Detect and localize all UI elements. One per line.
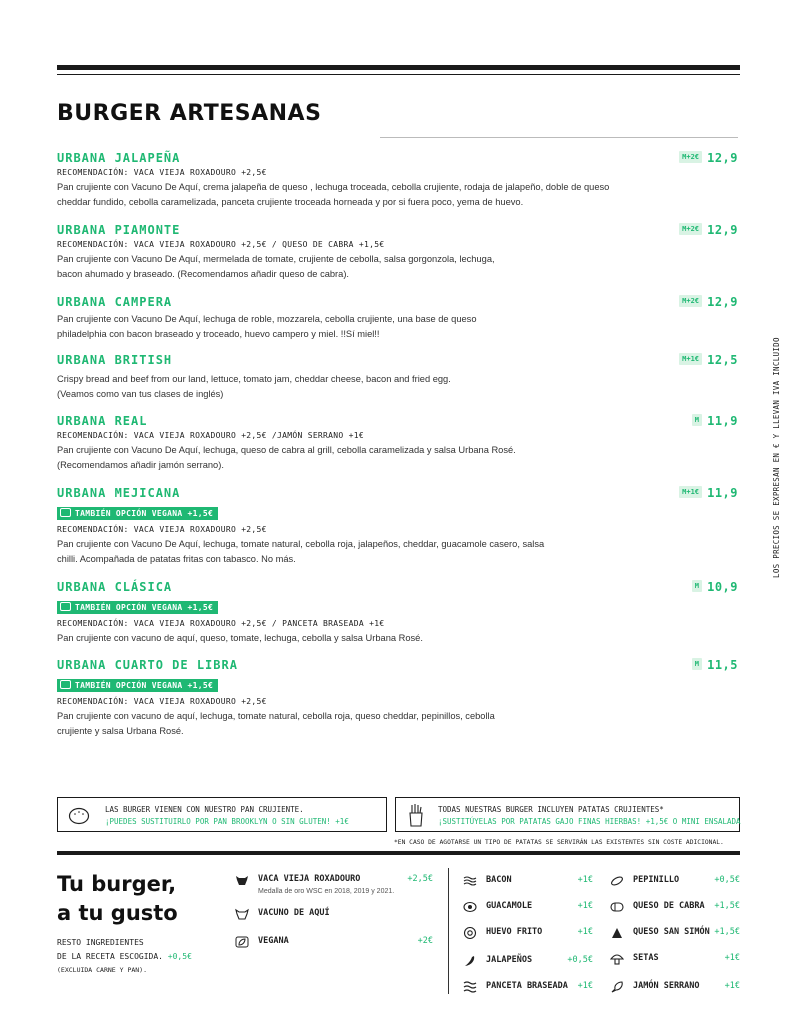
extra-option [463, 925, 593, 941]
bread-info-box [57, 797, 387, 832]
title-rule [380, 137, 738, 138]
leaf-icon [235, 936, 249, 948]
menu-item [57, 222, 740, 282]
extra-label: HUEVO FRITO [486, 927, 543, 937]
extra-price: +1€ [724, 953, 740, 963]
extra-label: QUESO DE CABRA [633, 901, 705, 911]
meat-label: VEGANA [258, 936, 289, 946]
extra-option [610, 873, 740, 889]
item-price: 11,5 [707, 658, 738, 672]
avocado-icon [463, 901, 477, 913]
bottom-bar [57, 851, 740, 855]
item-recommendation: RECOMENDACIÓN: VACA VIEJA ROXADOURO +2,5€ / QUESO DE CABRA +1,5€ [57, 240, 385, 249]
column-divider [448, 868, 449, 994]
rest-ingredients-line1: RESTO INGREDIENTES [57, 938, 144, 947]
item-name: URBANA JALAPEÑA [57, 151, 181, 165]
meat-label: VACA VIEJA ROXADOURO [258, 874, 361, 884]
extra-label: JALAPEÑOS [486, 955, 533, 965]
extra-price: +0,5€ [714, 875, 740, 885]
item-price: 11,9 [707, 486, 738, 500]
egg-icon [463, 927, 477, 939]
meat-price: +2,5€ [407, 874, 433, 884]
custom-title-line2: a tu gusto [57, 901, 178, 925]
item-description: Pan crujiente con vacuno de aquí, queso, tomate, lechuga, cebolla y salsa Urbana Rosé. [57, 633, 423, 643]
item-description: Pan crujiente con Vacuno De Aquí, lechuga, queso de cabra al grill, cebolla caramelizada y salsa Urbana Rosé. (Recomendamos añadir jamón serrano). [57, 445, 516, 470]
item-price: 11,9 [707, 414, 738, 428]
extra-option [610, 925, 740, 941]
item-price: 12,9 [707, 151, 738, 165]
extra-label: QUESO SAN SIMÓN [633, 927, 710, 937]
rest-ingredients-note: (EXCLUIDA CARNE Y PAN). [57, 966, 148, 974]
rest-ingredients-text: DE LA RECETA ESCOGIDA. [57, 952, 163, 961]
item-description: Pan crujiente con Vacuno De Aquí, lechuga, tomate natural, cebolla roja, jalapeños, cheddar, guacamole casero, salsa chilli. Acompañada de patatas fritas con tabasco. No más. [57, 539, 545, 564]
bread-info-line1: LAS BURGER VIENEN CON NUESTRO PAN CRUJIENTE. [105, 805, 304, 814]
menu-item [57, 413, 740, 473]
extra-price: +1,5€ [714, 927, 740, 937]
vegan-option-label: TAMBIÉN OPCIÓN VEGANA +1,5€ [75, 681, 214, 690]
size-badge: M+2€ [679, 223, 702, 235]
bacon-icon [463, 875, 477, 887]
pickle-icon [610, 875, 624, 887]
extra-option [610, 979, 740, 995]
item-price: 12,9 [707, 295, 738, 309]
vegan-option-label: TAMBIÉN OPCIÓN VEGANA +1,5€ [75, 603, 214, 612]
cow-head-icon [235, 874, 249, 886]
size-badge: M+1€ [679, 486, 702, 498]
item-recommendation: RECOMENDACIÓN: VACA VIEJA ROXADOURO +2,5€ [57, 525, 267, 534]
extra-price: +1€ [577, 875, 593, 885]
extra-label: PEPINILLO [633, 875, 680, 885]
item-description: Pan crujiente con Vacuno De Aquí, mermelada de tomate, crujiente de cebolla, salsa gorgonzola, lechuga, bacon ahumado y braseado. (Recomendamos añadir queso de cabra). [57, 254, 495, 279]
bull-head-icon [235, 908, 249, 920]
menu-item [57, 579, 740, 646]
item-price: 10,9 [707, 580, 738, 594]
fries-icon [408, 803, 424, 827]
extra-option [463, 953, 593, 969]
ham-icon [610, 981, 624, 993]
extra-option [610, 951, 740, 967]
fries-info-line1: TODAS NUESTRAS BURGER INCLUYEN PATATAS CRUJIENTES* [438, 805, 664, 814]
vegan-option-tag [57, 507, 218, 520]
goat-cheese-icon [610, 901, 624, 913]
item-name: URBANA MEJICANA [57, 486, 181, 500]
item-price: 12,5 [707, 353, 738, 367]
item-description: Pan crujiente con Vacuno De Aquí, lechuga de roble, mozzarela, cebolla crujiente, una base de queso philadelphia con bacon braseado y troceado, huevo campero y miel. !!Sí miel!! [57, 314, 477, 339]
custom-title-line1: Tu burger, [57, 872, 177, 896]
extra-option [463, 979, 593, 995]
vegan-icon [60, 680, 71, 689]
menu-item [57, 657, 740, 739]
fries-info-line2: ¡SUSTITÚYELAS POR PATATAS GAJO FINAS HIERBAS! +1,5€ O MINI ENSALADA [438, 817, 741, 826]
extra-option [610, 899, 740, 915]
meat-option [235, 872, 433, 895]
item-name: URBANA REAL [57, 414, 148, 428]
fries-info-box [395, 797, 740, 832]
bread-info-line2: ¡PUEDES SUSTITUIRLO POR PAN BROOKLYN O SIN GLUTEN! +1€ [105, 817, 349, 826]
menu-item [57, 485, 740, 567]
item-recommendation: RECOMENDACIÓN: VACA VIEJA ROXADOURO +2,5€ /JAMÓN SERRANO +1€ [57, 431, 364, 440]
menu-item [57, 294, 740, 342]
vegan-option-label: TAMBIÉN OPCIÓN VEGANA +1,5€ [75, 509, 214, 518]
extra-label: JAMÓN SERRANO [633, 981, 700, 991]
item-recommendation: RECOMENDACIÓN: VACA VIEJA ROXADOURO +2,5€ [57, 168, 267, 177]
extra-price: +1€ [577, 981, 593, 991]
item-description: Crispy bread and beef from our land, lettuce, tomato jam, cheddar cheese, bacon and fried egg. (Veamos como van tus clases de inglés) [57, 374, 451, 399]
extra-label: BACON [486, 875, 512, 885]
item-recommendation: RECOMENDACIÓN: VACA VIEJA ROXADOURO +2,5€ / PANCETA BRASEADA +1€ [57, 619, 385, 628]
pancetta-icon [463, 981, 477, 993]
extra-price: +1€ [577, 901, 593, 911]
fries-footnote: *EN CASO DE AGOTARSE UN TIPO DE PATATAS SE SERVIRÁN LAS EXISTENTES SIN COSTE ADICIONAL. [394, 839, 724, 846]
item-name: URBANA CLÁSICA [57, 580, 173, 594]
item-name: URBANA PIAMONTE [57, 223, 181, 237]
item-price: 12,9 [707, 223, 738, 237]
vegan-option-tag [57, 601, 218, 614]
section-title: BURGER ARTESANAS [57, 101, 322, 126]
menu-item [57, 352, 740, 402]
vegan-option-tag [57, 679, 218, 692]
cheese-wedge-icon [610, 927, 624, 939]
item-name: URBANA BRITISH [57, 353, 173, 367]
top-line [57, 74, 740, 75]
item-description: Pan crujiente con vacuno de aquí, lechuga, tomate natural, cebolla roja, queso cheddar, pepinillos, cebolla crujiente y salsa Urbana Rosé. [57, 711, 495, 736]
bread-icon [68, 805, 90, 825]
extra-label: GUACAMOLE [486, 901, 533, 911]
top-bar [57, 65, 740, 70]
size-badge: M+1€ [679, 353, 702, 365]
extra-label: PANCETA BRASEADA [486, 981, 568, 991]
size-badge: M+2€ [679, 151, 702, 163]
meat-price: +2€ [417, 936, 433, 946]
size-badge: M [692, 414, 702, 426]
size-badge: M [692, 580, 702, 592]
size-badge: M [692, 658, 702, 670]
item-name: URBANA CUARTO DE LIBRA [57, 658, 238, 672]
item-recommendation: RECOMENDACIÓN: VACA VIEJA ROXADOURO +2,5€ [57, 697, 267, 706]
rest-ingredients-line2 [57, 952, 192, 961]
prices-note: LOS PRECIOS SE EXPRESAN EN € Y LLEVAN IVA INCLUIDO [772, 337, 781, 578]
extra-label: SETAS [633, 953, 659, 963]
chili-icon [463, 955, 477, 967]
meat-label: VACUNO DE AQUÍ [258, 908, 330, 918]
item-name: URBANA CAMPERA [57, 295, 173, 309]
extra-price: +1€ [724, 981, 740, 991]
meat-option [235, 934, 433, 950]
extra-option [463, 899, 593, 915]
vegan-icon [60, 508, 71, 517]
menu-item [57, 150, 740, 210]
size-badge: M+2€ [679, 295, 702, 307]
vegan-icon [60, 602, 71, 611]
meat-option [235, 906, 433, 922]
extra-price: +0,5€ [567, 955, 593, 965]
item-description: Pan crujiente con Vacuno De Aquí, crema jalapeña de queso , lechuga troceada, cebolla crujiente, rodaja de jalapeño, doble de queso cheddar fundido, cebolla caramelizada, panceta crujiente troceada horneada y por si fuera poco, yema de huevo. [57, 182, 610, 207]
extra-price: +1€ [577, 927, 593, 937]
extra-price: +1,5€ [714, 901, 740, 911]
meat-award: Medalla de oro WSC en 2018, 2019 y 2021. [258, 888, 395, 895]
mushroom-icon [610, 953, 624, 965]
extra-option [463, 873, 593, 889]
rest-ingredients-price: +0,5€ [167, 952, 192, 961]
